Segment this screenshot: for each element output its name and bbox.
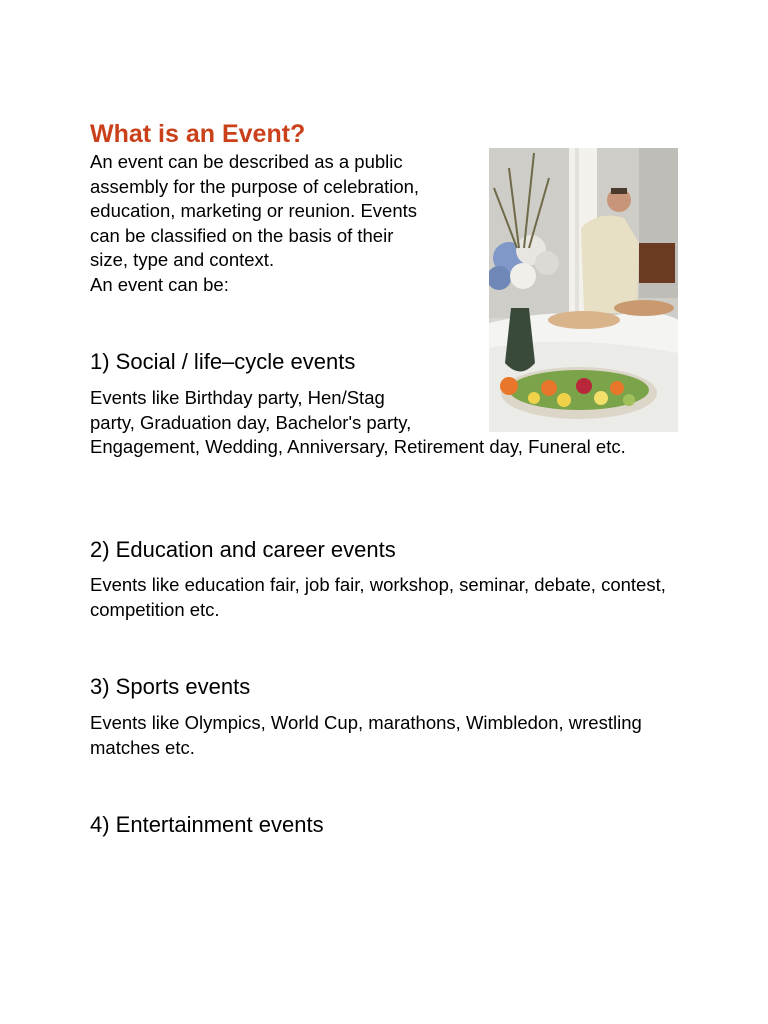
intro-line: education, marketing or reunion. Events: [90, 200, 418, 222]
page-title: What is an Event?: [90, 120, 306, 148]
section-heading: 2) Education and career events: [90, 537, 396, 562]
intro-line: can be classified on the basis of their: [90, 224, 394, 246]
section-text: Events like education fair, job fair, workshop, seminar, debate, contest, competition etc.: [90, 574, 666, 620]
section-heading: 1) Social / life–cycle events: [90, 349, 356, 374]
section-text-line: Engagement, Wedding, Anniversary, Retirement day, Funeral etc.: [90, 436, 626, 458]
section-text: Events like Olympics, World Cup, marathons, Wimbledon, wrestling matches etc.: [90, 712, 642, 758]
intro-line: An event can be:: [90, 273, 229, 295]
section-text-line: Events like Birthday party, Hen/Stag: [90, 387, 385, 408]
section-heading: 4) Entertainment events: [90, 812, 324, 837]
intro-line: size, type and context.: [90, 249, 275, 271]
intro-line: An event can be described as a public: [90, 151, 403, 172]
intro-paragraph: [90, 150, 482, 298]
event-buffet-photo: [489, 148, 678, 432]
section-text-line: party, Graduation day, Bachelor's party,: [90, 411, 412, 433]
section-heading: 3) Sports events: [90, 674, 251, 699]
intro-line: assembly for the purpose of celebration,: [90, 175, 420, 197]
